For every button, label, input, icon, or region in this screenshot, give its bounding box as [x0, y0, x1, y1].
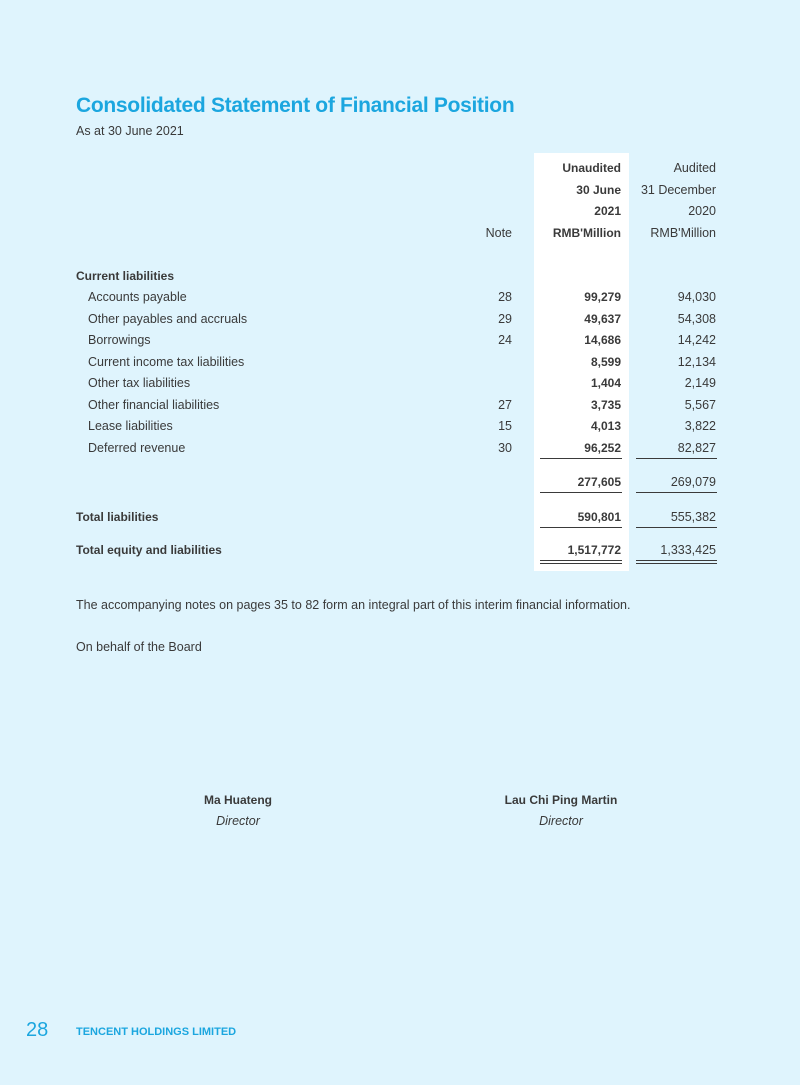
- table-row: [0, 374, 800, 392]
- total-equity-liabilities-label: Total equity and liabilities: [76, 543, 222, 557]
- footnote: The accompanying notes on pages 35 to 82 form an integral part of this interim financial information.: [76, 598, 631, 612]
- row-value-2021: 96,252: [584, 441, 621, 455]
- double-rule-top-2020: [636, 560, 717, 561]
- table-row: [0, 288, 800, 306]
- row-value-2020: 82,827: [677, 441, 716, 455]
- page-number: 28: [26, 1019, 49, 1041]
- signatory-role: Director: [539, 814, 583, 828]
- header-row-2: [0, 181, 800, 199]
- table-row: [0, 331, 800, 349]
- total-liabilities-2020: 555,382: [670, 510, 716, 524]
- on-behalf-text: On behalf of the Board: [76, 640, 202, 654]
- row-note: 28: [498, 290, 512, 304]
- note-header: Note: [485, 226, 512, 240]
- row-label: Current income tax liabilities: [88, 355, 245, 369]
- row-value-2020: 14,242: [677, 333, 716, 347]
- row-value-2020: 54,308: [677, 312, 716, 326]
- col2-header-status: Audited: [673, 161, 716, 175]
- table-row: [0, 310, 800, 328]
- subtotal-rule-2021: [540, 458, 622, 459]
- row-value-2021: 4,013: [590, 419, 621, 433]
- double-rule-bottom-2020: [636, 563, 717, 564]
- page-title: Consolidated Statement of Financial Position: [76, 94, 515, 117]
- subtotal-row: [0, 473, 800, 491]
- section-heading: Current liabilities: [76, 269, 175, 283]
- header-row-1: [0, 159, 800, 177]
- double-rule-bottom-2021: [540, 563, 622, 564]
- row-value-2021: 3,735: [590, 398, 621, 412]
- row-label: Deferred revenue: [88, 441, 186, 455]
- total-equity-liabilities-row: [0, 541, 800, 559]
- subtotal-underline-2020: [636, 492, 717, 493]
- row-note: 30: [498, 441, 512, 455]
- col1-header-year: 2021: [594, 204, 621, 218]
- signatory-name: Ma Huateng: [203, 793, 272, 807]
- row-label: Borrowings: [88, 333, 151, 347]
- row-label: Other tax liabilities: [88, 376, 191, 390]
- total-liabilities-underline-2021: [540, 527, 622, 528]
- row-label: Lease liabilities: [88, 419, 173, 433]
- subtotal-value-2021: 277,605: [577, 475, 621, 489]
- total-liabilities-label: Total liabilities: [76, 510, 159, 524]
- total-equity-liabilities-2020: 1,333,425: [660, 543, 716, 557]
- table-row: [0, 396, 800, 414]
- row-value-2021: 1,404: [590, 376, 621, 390]
- col2-header-date: 31 December: [640, 183, 716, 197]
- row-label: Other payables and accruals: [88, 312, 248, 326]
- table-row: [0, 417, 800, 435]
- row-value-2020: 3,822: [684, 419, 716, 433]
- col1-header-status: Unaudited: [562, 161, 621, 175]
- row-note: 24: [498, 333, 512, 347]
- row-note: 15: [498, 419, 512, 433]
- double-rule-top-2021: [540, 560, 622, 561]
- signatory-role: Director: [216, 814, 260, 828]
- row-label: Accounts payable: [88, 290, 187, 304]
- row-value-2020: 2,149: [684, 376, 716, 390]
- row-value-2021: 49,637: [584, 312, 621, 326]
- row-value-2020: 5,567: [684, 398, 716, 412]
- row-value-2021: 8,599: [590, 355, 621, 369]
- row-note: 27: [498, 398, 512, 412]
- total-equity-liabilities-2021: 1,517,772: [567, 543, 621, 557]
- subtotal-value-2020: 269,079: [670, 475, 716, 489]
- signatory-name: Lau Chi Ping Martin: [504, 793, 618, 807]
- col2-header-year: 2020: [688, 204, 716, 218]
- subtotal-underline-2021: [540, 492, 622, 493]
- row-value-2020: 94,030: [677, 290, 716, 304]
- row-value-2021: 99,279: [584, 290, 621, 304]
- col1-header-unit: RMB'Million: [552, 226, 621, 240]
- row-label: Other financial liabilities: [88, 398, 220, 412]
- header-row-4: [0, 224, 800, 242]
- total-liabilities-row: [0, 508, 800, 526]
- table-row: [0, 353, 800, 371]
- subtotal-rule-2020: [636, 458, 717, 459]
- section-heading-row: [0, 267, 800, 285]
- total-liabilities-underline-2020: [636, 527, 717, 528]
- row-value-2021: 14,686: [584, 333, 621, 347]
- row-note: 29: [498, 312, 512, 326]
- table-row: [0, 439, 800, 457]
- page-subtitle: As at 30 June 2021: [76, 124, 184, 138]
- col2-header-unit: RMB'Million: [650, 226, 716, 240]
- col1-header-date: 30 June: [576, 183, 621, 197]
- total-liabilities-2021: 590,801: [577, 510, 621, 524]
- row-value-2020: 12,134: [677, 355, 716, 369]
- header-row-3: [0, 202, 800, 220]
- company-name: TENCENT HOLDINGS LIMITED: [76, 1026, 237, 1038]
